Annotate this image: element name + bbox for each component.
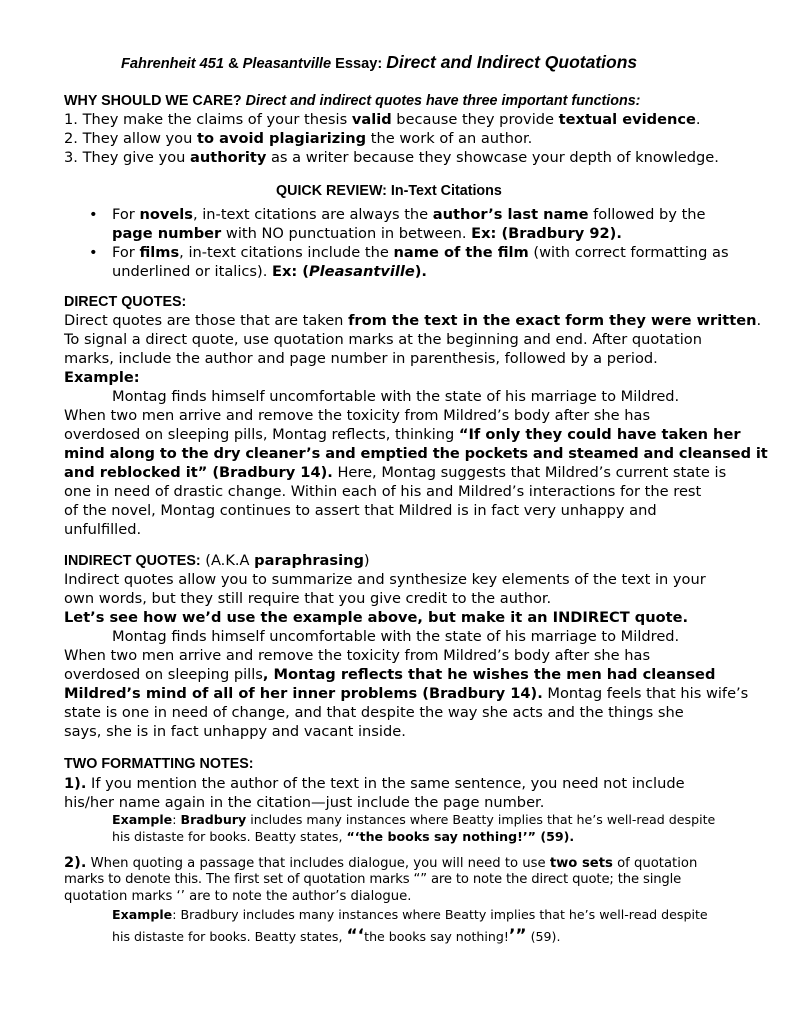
direct-example-label: Example: [64,369,140,386]
why-item-1 [64,110,701,129]
paraphrase: Mildred’s mind of all of her inner problems (Bradbury 14). [64,685,543,702]
title-topic: Direct and Indirect Quotations [386,52,638,72]
indirect-heading [64,551,370,571]
bullet-icon: • [89,244,98,261]
indirect-example-line-1: Montag finds himself uncomfortable with the state of his marriage to Mildred. [112,628,680,645]
review-bullet-1-line-2 [112,224,622,243]
note-2-line-1 [64,853,697,873]
note-1-line-1 [64,774,685,793]
text: of quotation [612,856,698,871]
text: followed by the [588,206,706,223]
review-heading: QUICK REVIEW: In-Text Citations [276,183,502,199]
example-label: Example [112,907,173,922]
outer-quote-open: “‘ [346,926,365,946]
text: For [112,206,140,223]
direct-example-line-6: one in need of drastic change. Within each of his and Mildred’s interactions for the rest [64,483,702,500]
text: underlined or italics). [112,263,272,280]
text: For [112,244,140,261]
emphasis: paraphrasing [254,552,364,569]
example: Ex: (Bradbury 92). [471,225,622,242]
note-number: 1). [64,775,87,792]
notes-heading: TWO FORMATTING NOTES: [64,756,254,772]
why-item-3 [64,148,719,167]
emphasis: author’s last name [432,206,589,223]
quote: and reblocked it” (Bradbury 14). [64,464,333,481]
indirect-example-line-4 [64,684,748,703]
dialogue-text: the books say nothing! [364,929,509,944]
emphasis: from the text in the exact form they were written [348,312,757,329]
note-1-line-2: his/her name again in the citation—just include the page number. [64,794,545,811]
review-bullet-2-line-2 [112,262,427,281]
text: If you mention the author of the text in the same sentence, you need not include [86,775,685,792]
text: (59). [526,929,561,944]
text: , in-text citations include the [179,244,394,261]
paraphrase: , Montag reflects that he wishes the men had cleansed [262,666,716,683]
direct-example-line-8: unfulfilled. [64,521,142,538]
text: Here, Montag suggests that Mildred’s current state is [332,464,727,481]
text: 2. They allow you [64,130,197,147]
example: ). [414,263,427,280]
text: When quoting a passage that includes dialogue, you will need to use [86,856,550,871]
text: because they provide [391,111,559,128]
direct-example-line-7: of the novel, Montag continues to assert that Mildred is in fact very unhappy and [64,502,657,519]
direct-example-line-4: mind along to the dry cleaner’s and emptied the pockets and steamed and cleansed it [64,445,768,462]
indirect-example-line-3 [64,665,715,684]
direct-line-3: marks, include the author and page number in parenthesis, followed by a period. [64,350,658,367]
text: ) [363,552,370,569]
indirect-line-2: own words, but they still require that you give credit to the author. [64,590,552,607]
page-title [121,53,637,74]
quote: “‘the books say nothing!’” (59). [346,829,575,844]
text: , in-text citations are always the [192,206,433,223]
indirect-line-3: Let’s see how we’d use the example above, but make it an INDIRECT quote. [64,609,689,626]
note-1-example-line-1 [112,811,715,828]
direct-line-2: To signal a direct quote, use quotation marks at the beginning and end. After quotation [64,331,702,348]
text: overdosed on sleeping pills [64,666,263,683]
text: . [756,312,762,329]
direct-example-line-3 [64,425,741,444]
heading-text: INDIRECT QUOTES: [64,553,201,569]
emphasis: authority [190,149,267,166]
emphasis: name of the film [393,244,529,261]
direct-example-line-1: Montag finds himself uncomfortable with the state of his marriage to Mildred. [112,388,680,405]
title-book: Fahrenheit 451 [121,56,225,72]
emphasis: novels [139,206,193,223]
text: as a writer because they showcase your depth of knowledge. [266,149,719,166]
review-bullet-2-line-1 [112,243,729,262]
text: 1. They make the claims of your thesis [64,111,352,128]
emphasis: Bradbury [180,812,247,827]
example-label: Example [112,812,173,827]
text: the work of an author. [366,130,533,147]
emphasis: to avoid plagiarizing [197,130,367,147]
quote: “If only they could have taken her [458,426,741,443]
example-film: Pleasantville [308,263,415,280]
text: 3. They give you [64,149,191,166]
note-2-example-line-2 [112,928,560,945]
indirect-example-line-5: state is one in need of change, and that despite the way she acts and the things she [64,704,684,721]
note-1-example-line-2 [112,828,574,845]
direct-example-line-2: When two men arrive and remove the toxicity from Mildred’s body after she has [64,407,651,424]
example: Ex: ( [271,263,309,280]
text: includes many instances where Beatty implies that he’s well-read despite [246,812,716,827]
review-bullet-1-line-1 [112,205,706,224]
emphasis: films [139,244,180,261]
text: : Bradbury includes many instances where Beatty implies that he’s well-read despite [172,907,708,922]
why-lead-rest: Direct and indirect quotes have three important functions: [241,93,641,109]
indirect-example-line-2: When two men arrive and remove the toxicity from Mildred’s body after she has [64,647,651,664]
indirect-line-1: Indirect quotes allow you to summarize and synthesize key elements of the text in your [64,571,706,588]
text: overdosed on sleeping pills, Montag reflects, thinking [64,426,459,443]
text: : [172,812,181,827]
text: Montag feels that his wife’s [542,685,749,702]
emphasis: valid [351,111,392,128]
text: (A.K.A [200,552,255,569]
text: his distaste for books. Beatty states, [112,929,347,944]
emphasis: two sets [549,856,613,871]
title-amp: & [224,56,243,72]
text: with NO punctuation in between. [221,225,472,242]
emphasis: textual evidence [558,111,696,128]
note-2-example-line-1 [112,906,708,923]
bullet-icon: • [89,206,98,223]
why-item-2 [64,129,532,148]
title-essay: Essay: [331,56,387,72]
text: (with correct formatting as [528,244,729,261]
outer-quote-close: ’” [508,926,527,946]
indirect-example-line-6: says, she is in fact unhappy and vacant inside. [64,723,406,740]
text: his distaste for books. Beatty states, [112,829,347,844]
note-2-line-2: marks to denote this. The first set of quotation marks “” are to note the direct quote; the single [64,872,682,887]
text: . [695,111,701,128]
direct-heading: DIRECT QUOTES: [64,294,187,310]
emphasis: page number [112,225,222,242]
text: Direct quotes are those that are taken [64,312,349,329]
note-number: 2). [64,854,87,871]
why-heading [64,92,640,111]
why-lead: WHY SHOULD WE CARE? [64,93,242,109]
direct-example-line-5 [64,463,726,482]
note-2-line-3: quotation marks ‘’ are to note the author’s dialogue. [64,889,412,904]
direct-line-1 [64,311,761,330]
title-film: Pleasantville [242,56,332,72]
